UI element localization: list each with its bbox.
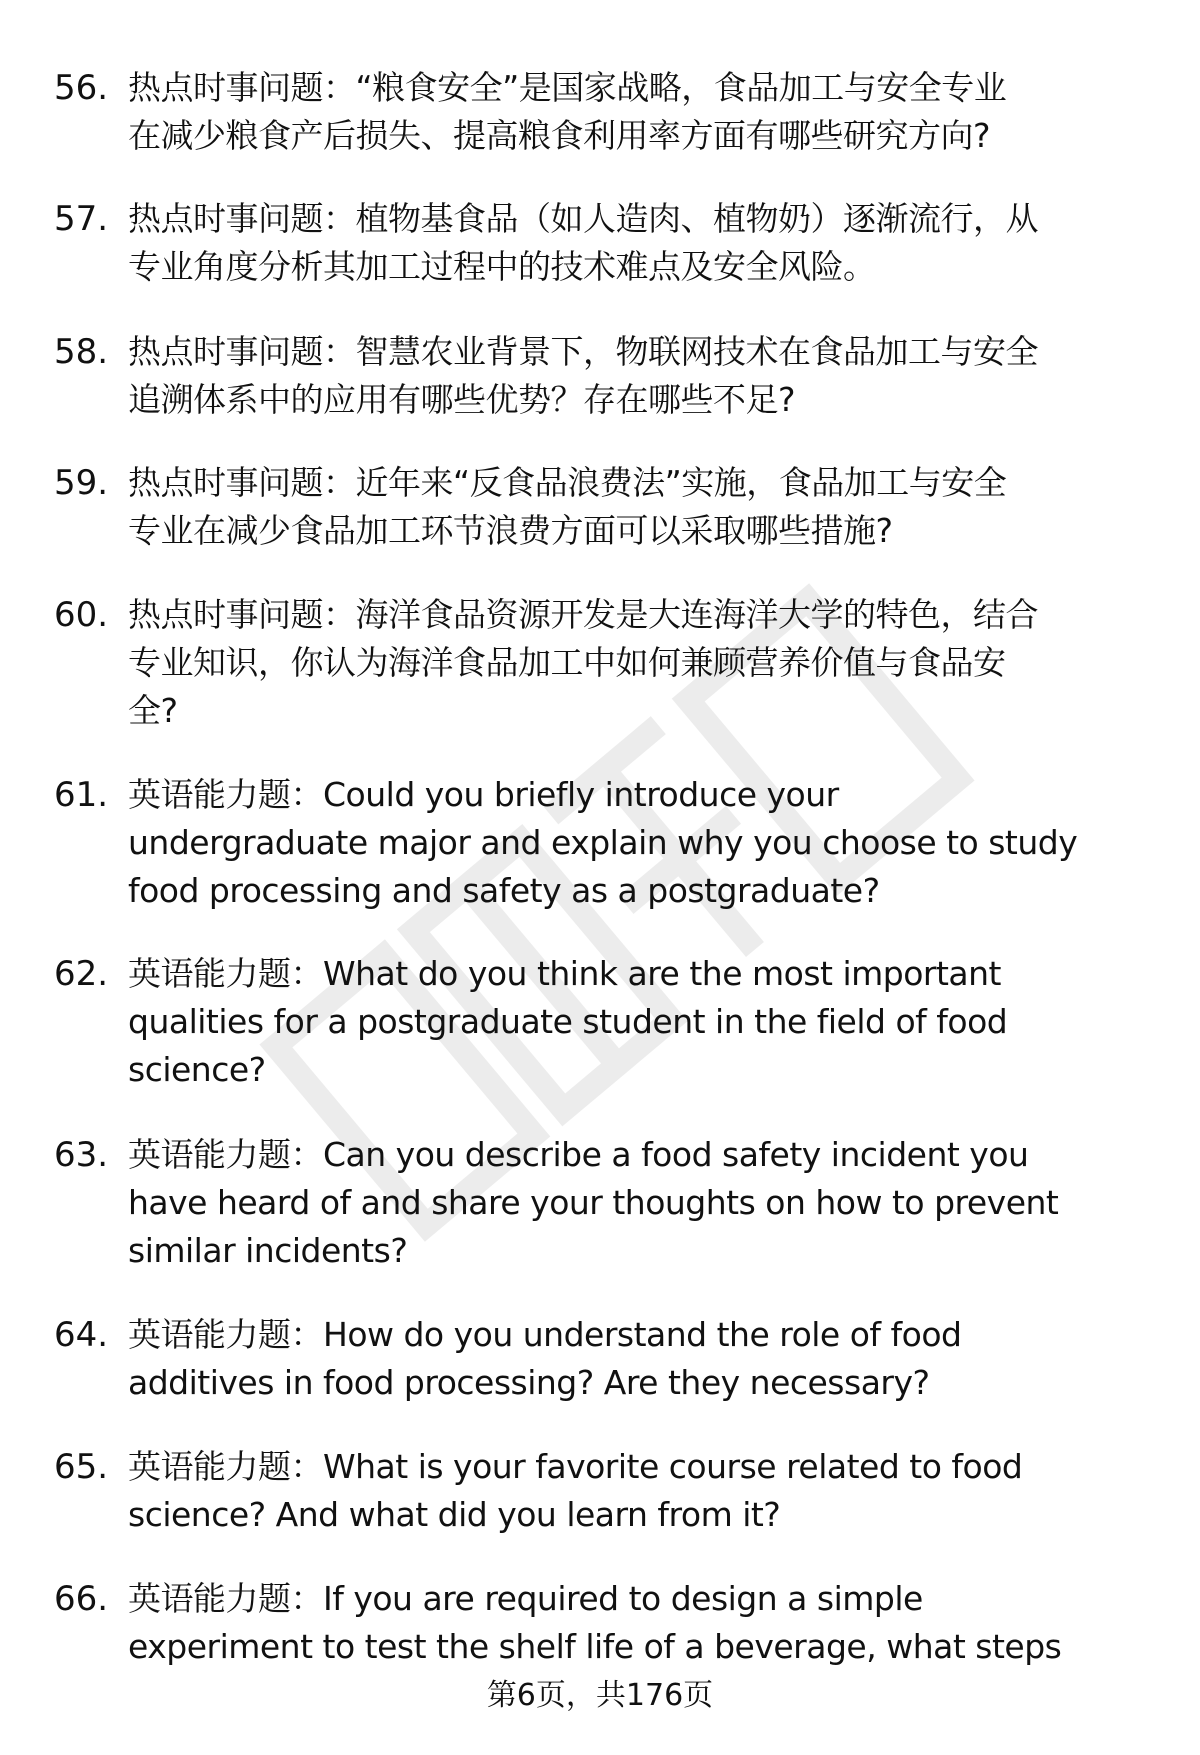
question-text — [128, 1131, 1058, 1275]
question-line: have heard of and share your thoughts on how to prevent — [128, 1183, 1059, 1222]
question-number: 60. — [54, 595, 109, 635]
question-line: 热点时事问题：智慧农业背景下，物联网技术在食品加工与安全 — [128, 332, 1038, 371]
question-line: undergraduate major and explain why you choose to study — [128, 823, 1078, 862]
question-text — [128, 591, 1038, 735]
question-line: 英语能力题：What do you think are the most important — [128, 954, 1001, 993]
question-number: 64. — [54, 1315, 109, 1355]
question-line: 专业在减少食品加工环节浪费方面可以采取哪些措施? — [128, 511, 893, 550]
question-line: qualities for a postgraduate student in the field of food — [128, 1002, 1008, 1041]
question-number: 65. — [54, 1447, 109, 1487]
question-line: 在减少粮食产后损失、提高粮食利用率方面有哪些研究方向? — [128, 116, 991, 155]
question-line: similar incidents? — [128, 1231, 408, 1270]
question-number: 58. — [54, 332, 109, 372]
question-number: 56. — [54, 68, 109, 108]
question-text — [128, 950, 1007, 1094]
question-line: 追溯体系中的应用有哪些优势？存在哪些不足? — [128, 380, 796, 419]
question-text — [128, 1575, 1061, 1671]
question-line: science? — [128, 1050, 266, 1089]
question-line: 英语能力题：How do you understand the role of food — [128, 1315, 962, 1354]
question-number: 63. — [54, 1135, 109, 1175]
question-text — [128, 328, 1038, 424]
page-number: 第6页，共176页 — [486, 1678, 714, 1713]
question-text — [128, 195, 1038, 291]
question-number: 57. — [54, 199, 109, 239]
question-line: 英语能力题：Could you briefly introduce your — [128, 775, 839, 814]
question-line: 专业知识，你认为海洋食品加工中如何兼顾营养价值与食品安 — [128, 643, 1006, 682]
question-text — [128, 1311, 961, 1407]
question-line: 英语能力题：If you are required to design a simple — [128, 1579, 923, 1618]
question-text — [128, 1443, 1022, 1539]
question-line: 热点时事问题：海洋食品资源开发是大连海洋大学的特色，结合 — [128, 595, 1038, 634]
question-line: 英语能力题：Can you describe a food safety incident you — [128, 1135, 1029, 1174]
question-line: 全? — [128, 691, 178, 730]
question-line: 热点时事问题：植物基食品（如人造肉、植物奶）逐渐流行，从 — [128, 199, 1038, 238]
question-line: 专业角度分析其加工过程中的技术难点及安全风险。 — [128, 247, 876, 286]
question-line: additives in food processing? Are they necessary? — [128, 1363, 930, 1402]
question-number: 62. — [54, 954, 109, 994]
question-number: 61. — [54, 775, 109, 815]
question-text — [128, 771, 1077, 915]
question-number: 59. — [54, 463, 109, 503]
question-number: 66. — [54, 1579, 109, 1619]
question-line: 英语能力题：What is your favorite course related to food — [128, 1447, 1023, 1486]
question-line: experiment to test the shelf life of a beverage, what steps — [128, 1627, 1062, 1666]
question-line: 热点时事问题：近年来“反食品浪费法”实施，食品加工与安全 — [128, 463, 1007, 502]
question-text — [128, 64, 1006, 160]
question-line: science? And what did you learn from it? — [128, 1495, 781, 1534]
question-line: food processing and safety as a postgraduate? — [128, 871, 880, 910]
question-line: 热点时事问题：“粮食安全”是国家战略，食品加工与安全专业 — [128, 68, 1007, 107]
question-text — [128, 459, 1006, 555]
